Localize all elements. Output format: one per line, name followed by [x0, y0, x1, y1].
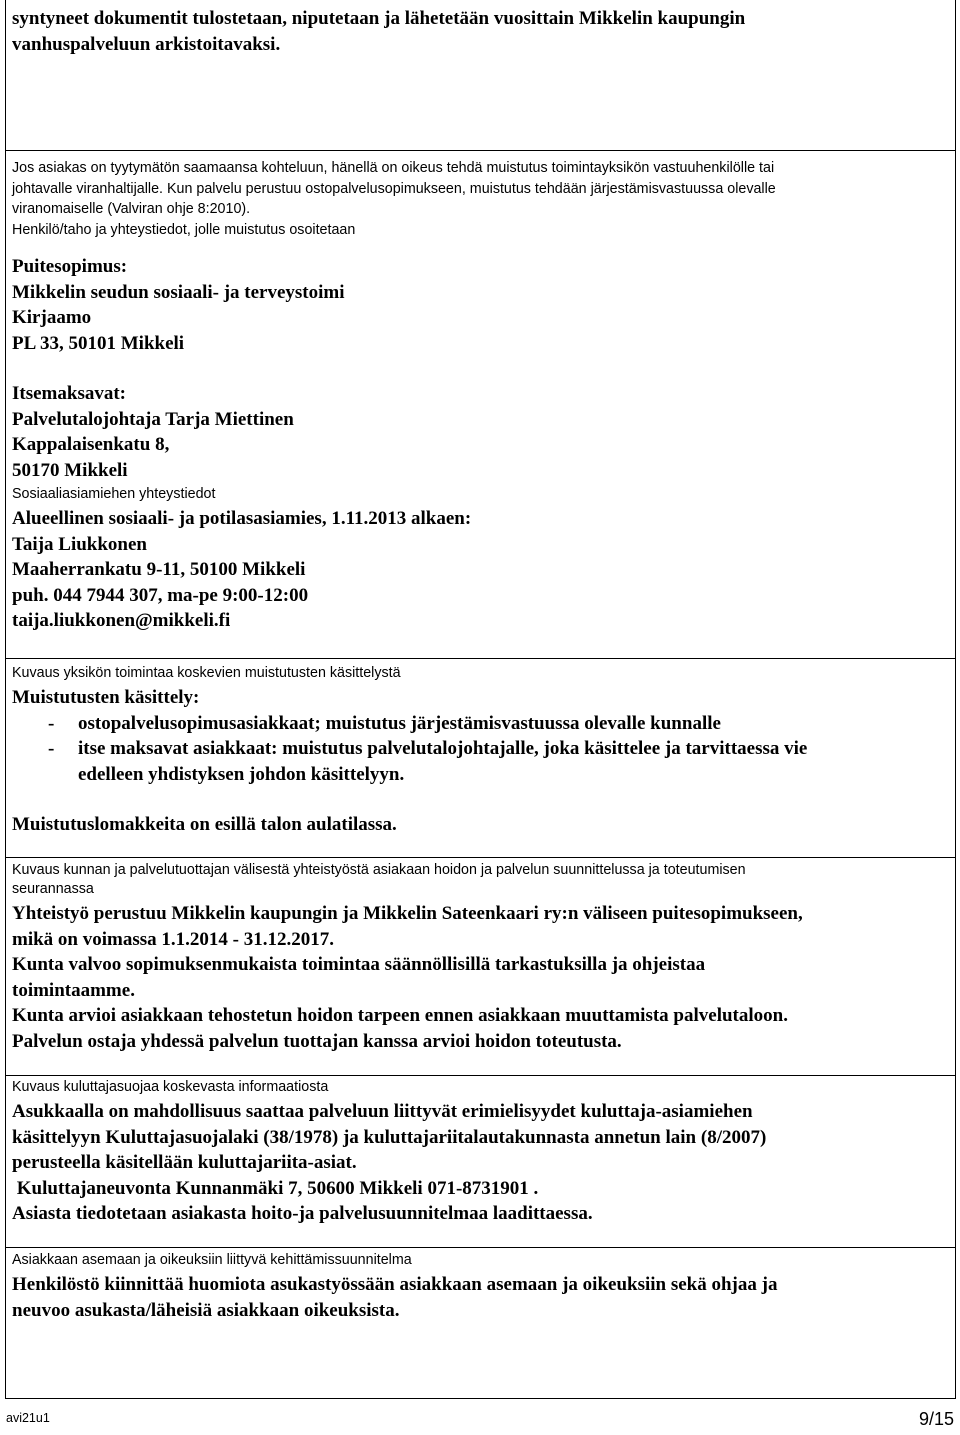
text-line: Palvelun ostaja yhdessä palvelun tuottajan kanssa arvioi hoidon toteutusta.	[12, 1030, 622, 1052]
complaint-section	[12, 158, 948, 634]
processing-section	[12, 664, 948, 838]
text-line: seurannassa	[12, 881, 94, 897]
text-line: itse maksavat asiakkaat: muistutus palvelutalojohtajalle, joka käsittelee ja tarvittaessa vie	[78, 738, 808, 759]
processing-heading: Muistutusten käsittely:	[12, 687, 200, 708]
email-text: taija.liukkonen@mikkeli.fi	[12, 610, 231, 631]
text-line: Mikkelin seudun sosiaali- ja terveystoimi	[12, 281, 345, 303]
text-line: puh. 044 7944 307, ma-pe 9:00-12:00	[12, 584, 309, 606]
section-divider	[5, 1075, 956, 1076]
text-line: Kappalaisenkatu 8,	[12, 434, 170, 455]
spacer	[12, 787, 948, 812]
dash-marker: -	[48, 738, 55, 759]
list-item	[12, 711, 948, 737]
text-line: vanhuspalveluun arkistoitavaksi.	[12, 33, 281, 55]
text-line: Taija Liukkonen	[12, 533, 148, 555]
text-line: Kunta arvioi asiakkaan tehostetun hoidon tarpeen ennen asiakkaan muuttamista palvelutaloon.	[12, 1005, 788, 1026]
text-line: viranomaiselle (Valviran ohje 8:2010).	[12, 201, 251, 217]
dash-marker: -	[48, 712, 55, 734]
framework-contact	[12, 254, 948, 356]
text-line: johtavalle viranhaltijalle. Kun palvelu perustuu ostopalvelusopimukseen, muistutus tehdään järjestämisvastuussa olevalle	[12, 180, 776, 197]
text-line: Henkilöstö kiinnittää huomiota asukastyössään asiakkaan asemaan ja oikeuksiin sekä ohjaa ja	[12, 1274, 778, 1295]
section-divider	[5, 857, 956, 858]
ombudsman-contact	[12, 506, 948, 634]
document-code: avi21u1	[6, 1411, 50, 1425]
text-line: perusteella käsitellään kuluttajariita-asiat.	[12, 1152, 357, 1173]
cooperation-label	[12, 861, 948, 899]
section-divider	[5, 658, 956, 659]
archiving-paragraph	[12, 6, 948, 57]
cooperation-section	[12, 861, 948, 1054]
ombudsman-label: Sosiaaliasiamiehen yhteystiedot	[12, 486, 216, 502]
list-item	[12, 736, 948, 787]
text-line: Palvelutalojohtaja Tarja Miettinen	[12, 408, 294, 430]
text-line: Yhteistyö perustuu Mikkelin kaupungin ja Mikkelin Sateenkaari ry:n väliseen puitesopimukseen,	[12, 903, 803, 924]
text-line: Asiasta tiedotetaan asiakasta hoito-ja palvelusuunnitelmaa laadittaessa.	[12, 1203, 593, 1224]
text-line: Kunta valvoo sopimuksenmukaista toimintaa säännöllisillä tarkastuksilla ja ohjeistaa	[12, 954, 706, 975]
consumer-label: Kuvaus kuluttajasuojaa koskevasta informaatiosta	[12, 1079, 329, 1095]
text-line: 50170 Mikkeli	[12, 459, 128, 481]
development-body	[12, 1272, 948, 1323]
complaint-paragraph	[12, 158, 948, 220]
text-line: Kirjaamo	[12, 307, 92, 328]
self-pay-contact	[12, 381, 948, 483]
section-divider	[5, 1247, 956, 1248]
text-line: syntyneet dokumentit tulostetaan, niputetaan ja lähetetään vuosittain Mikkelin kaupungin	[12, 8, 746, 29]
text-line: mikä on voimassa 1.1.2014 - 31.12.2017.	[12, 928, 334, 950]
text-line: Kuluttajaneuvonta Kunnanmäki 7, 50600 Mikkeli 071-8731901 .	[12, 1177, 539, 1199]
consumer-body	[12, 1099, 948, 1227]
processing-body	[12, 685, 948, 838]
self-pay-heading: Itsemaksavat:	[12, 383, 126, 404]
text-line: ostopalvelusopimusasiakkaat; muistutus järjestämisvastuussa olevalle kunnalle	[78, 712, 721, 734]
development-label: Asiakkaan asemaan ja oikeuksiin liittyvä kehittämissuunnitelma	[12, 1252, 412, 1268]
development-section	[12, 1251, 948, 1323]
text-line: Alueellinen sosiaali- ja potilasasiamies, 1.11.2013 alkaen:	[12, 508, 472, 529]
text-line: käsittelyyn Kuluttajasuojalaki (38/1978) ja kuluttajariitalautakunnasta annetun lain (8/2007)	[12, 1126, 767, 1148]
consumer-section	[12, 1078, 948, 1227]
text-line: toimintaamme.	[12, 979, 135, 1001]
processing-list	[12, 711, 948, 788]
text-line: Kuvaus kunnan ja palvelutuottajan välisestä yhteistyöstä asiakaan hoidon ja palvelun suunnittelussa ja toteutumisen	[12, 862, 746, 878]
text-line: neuvoo asukasta/läheisiä asiakkaan oikeuksista.	[12, 1299, 400, 1321]
text-line: Jos asiakas on tyytymätön saamaansa kohteluun, hänellä on oikeus tehdä muistutus toimintayksikön vastuuhenkilölle tai	[12, 160, 775, 176]
page-number: 9/15	[918, 1409, 954, 1429]
section-divider	[5, 150, 956, 151]
text-line: edelleen yhdistyksen johdon käsittelyyn.	[78, 763, 405, 785]
cooperation-body	[12, 901, 948, 1054]
framework-heading: Puitesopimus:	[12, 256, 128, 277]
contacts-label: Henkilö/taho ja yhteystiedot, jolle muistutus osoitetaan	[12, 221, 356, 238]
text-line: Asukkaalla on mahdollisuus saattaa palveluun liittyvät erimielisyydet kuluttaja-asiamiehen	[12, 1101, 753, 1122]
text-line: Maaherrankatu 9-11, 50100 Mikkeli	[12, 559, 306, 580]
processing-label: Kuvaus yksikön toimintaa koskevien muistutusten käsittelystä	[12, 665, 401, 681]
text-line: PL 33, 50101 Mikkeli	[12, 332, 185, 354]
brochure-note: Muistutuslomakkeita on esillä talon aulatilassa.	[12, 814, 397, 835]
